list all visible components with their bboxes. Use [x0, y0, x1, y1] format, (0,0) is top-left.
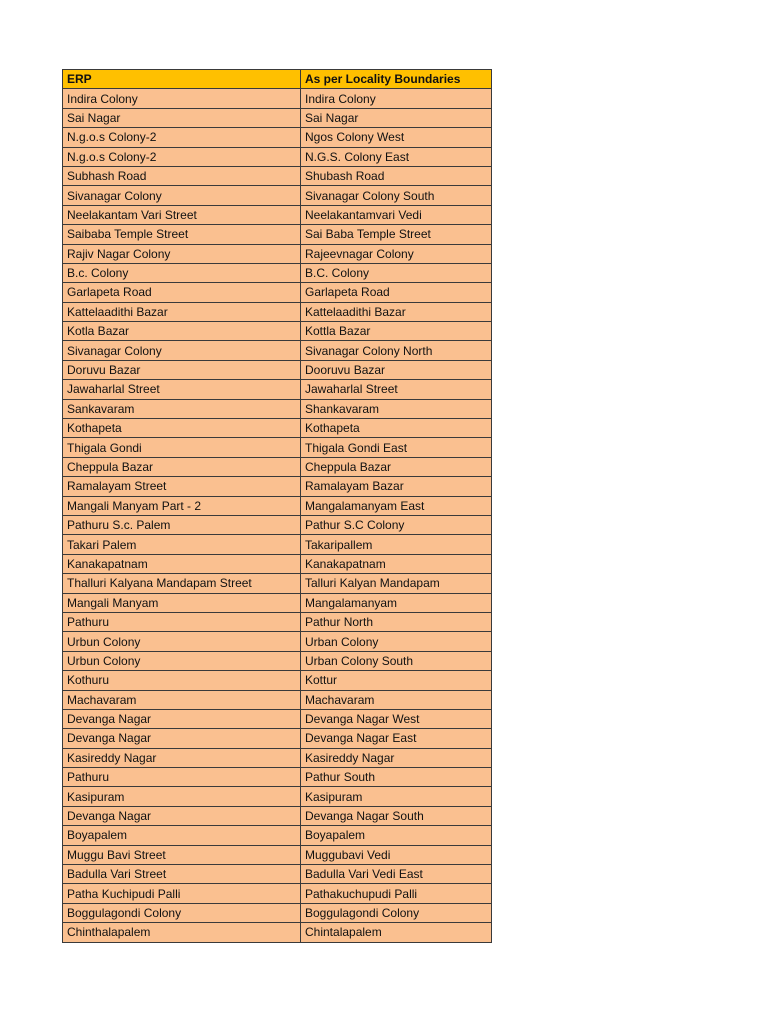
table-row	[63, 244, 492, 263]
header-locality-boundaries: As per Locality Boundaries	[301, 70, 492, 89]
erp-cell: Chinthalapalem	[63, 923, 301, 942]
erp-cell: Neelakantam Vari Street	[63, 205, 301, 224]
locality-boundary-cell: Chintalapalem	[301, 923, 492, 942]
locality-boundary-cell: Kasireddy Nagar	[301, 748, 492, 767]
locality-boundary-cell: Urban Colony South	[301, 651, 492, 670]
erp-cell: Jawaharlal Street	[63, 380, 301, 399]
table-row	[63, 671, 492, 690]
locality-mapping-table	[62, 69, 492, 943]
table-row	[63, 554, 492, 573]
table-row	[63, 535, 492, 554]
erp-cell: Subhash Road	[63, 166, 301, 185]
table-header	[63, 70, 492, 89]
locality-boundary-cell: Sai Nagar	[301, 108, 492, 127]
locality-boundary-cell: Rajeevnagar Colony	[301, 244, 492, 263]
erp-cell: Mangali Manyam Part - 2	[63, 496, 301, 515]
table-row	[63, 263, 492, 282]
erp-cell: Devanga Nagar	[63, 729, 301, 748]
erp-cell: B.c. Colony	[63, 263, 301, 282]
locality-boundary-cell: Jawaharlal Street	[301, 380, 492, 399]
table-row	[63, 768, 492, 787]
locality-boundary-cell: Mangalamanyam East	[301, 496, 492, 515]
erp-cell: Mangali Manyam	[63, 593, 301, 612]
table-row	[63, 806, 492, 825]
table-row	[63, 845, 492, 864]
table-row	[63, 651, 492, 670]
table-row	[63, 574, 492, 593]
erp-cell: Sivanagar Colony	[63, 341, 301, 360]
locality-boundary-cell: Sai Baba Temple Street	[301, 225, 492, 244]
table-row	[63, 477, 492, 496]
locality-boundary-cell: Dooruvu Bazar	[301, 360, 492, 379]
table-row	[63, 593, 492, 612]
table-row	[63, 147, 492, 166]
erp-cell: Urbun Colony	[63, 632, 301, 651]
locality-boundary-cell: Shubash Road	[301, 166, 492, 185]
table-row	[63, 612, 492, 631]
table-row	[63, 787, 492, 806]
table-row	[63, 884, 492, 903]
erp-cell: Thalluri Kalyana Mandapam Street	[63, 574, 301, 593]
locality-boundary-cell: Kattelaadithi Bazar	[301, 302, 492, 321]
erp-cell: Kasipuram	[63, 787, 301, 806]
locality-boundary-cell: Pathur North	[301, 612, 492, 631]
erp-cell: Ramalayam Street	[63, 477, 301, 496]
locality-boundary-cell: Devanga Nagar West	[301, 709, 492, 728]
erp-cell: N.g.o.s Colony-2	[63, 147, 301, 166]
table-row	[63, 360, 492, 379]
locality-boundary-cell: Devanga Nagar East	[301, 729, 492, 748]
locality-boundary-cell: B.C. Colony	[301, 263, 492, 282]
erp-cell: Kotla Bazar	[63, 322, 301, 341]
erp-cell: Kothapeta	[63, 419, 301, 438]
locality-boundary-cell: Machavaram	[301, 690, 492, 709]
locality-boundary-cell: Kothapeta	[301, 419, 492, 438]
table-row	[63, 865, 492, 884]
table-row	[63, 225, 492, 244]
table-row	[63, 380, 492, 399]
erp-cell: Kattelaadithi Bazar	[63, 302, 301, 321]
erp-cell: Sai Nagar	[63, 108, 301, 127]
erp-cell: Kasireddy Nagar	[63, 748, 301, 767]
locality-boundary-cell: Ramalayam Bazar	[301, 477, 492, 496]
locality-boundary-cell: Kasipuram	[301, 787, 492, 806]
table-row	[63, 283, 492, 302]
table-row	[63, 632, 492, 651]
locality-boundary-cell: Kottur	[301, 671, 492, 690]
erp-cell: Pathuru	[63, 768, 301, 787]
erp-cell: Indira Colony	[63, 89, 301, 108]
table-row	[63, 302, 492, 321]
table-row	[63, 205, 492, 224]
table-row	[63, 166, 492, 185]
erp-cell: Boyapalem	[63, 826, 301, 845]
locality-boundary-cell: Muggubavi Vedi	[301, 845, 492, 864]
locality-boundary-cell: Urban Colony	[301, 632, 492, 651]
locality-boundary-cell: Talluri Kalyan Mandapam	[301, 574, 492, 593]
table-row	[63, 496, 492, 515]
table-body	[63, 89, 492, 942]
erp-cell: Badulla Vari Street	[63, 865, 301, 884]
locality-boundary-cell: Sivanagar Colony North	[301, 341, 492, 360]
table-row	[63, 399, 492, 418]
erp-cell: Machavaram	[63, 690, 301, 709]
erp-cell: Patha Kuchipudi Palli	[63, 884, 301, 903]
locality-boundary-cell: Thigala Gondi East	[301, 438, 492, 457]
erp-cell: Kanakapatnam	[63, 554, 301, 573]
erp-cell: Sankavaram	[63, 399, 301, 418]
locality-boundary-cell: Pathur South	[301, 768, 492, 787]
erp-cell: Pathuru S.c. Palem	[63, 515, 301, 534]
locality-boundary-cell: Badulla Vari Vedi East	[301, 865, 492, 884]
locality-boundary-cell: Boggulagondi Colony	[301, 903, 492, 922]
locality-boundary-cell: Garlapeta Road	[301, 283, 492, 302]
table-row	[63, 322, 492, 341]
locality-boundary-cell: Boyapalem	[301, 826, 492, 845]
erp-cell: Takari Palem	[63, 535, 301, 554]
erp-cell: Saibaba Temple Street	[63, 225, 301, 244]
table-row	[63, 748, 492, 767]
erp-cell: Devanga Nagar	[63, 806, 301, 825]
locality-boundary-cell: Sivanagar Colony South	[301, 186, 492, 205]
erp-cell: Garlapeta Road	[63, 283, 301, 302]
locality-boundary-cell: Indira Colony	[301, 89, 492, 108]
locality-boundary-cell: Mangalamanyam	[301, 593, 492, 612]
locality-boundary-cell: Kanakapatnam	[301, 554, 492, 573]
table-row	[63, 903, 492, 922]
locality-boundary-cell: Pathur S.C Colony	[301, 515, 492, 534]
erp-cell: Rajiv Nagar Colony	[63, 244, 301, 263]
locality-boundary-cell: Devanga Nagar South	[301, 806, 492, 825]
locality-boundary-cell: Kottla Bazar	[301, 322, 492, 341]
table-row	[63, 690, 492, 709]
locality-boundary-cell: Pathakuchupudi Palli	[301, 884, 492, 903]
table-row	[63, 438, 492, 457]
locality-boundary-cell: Cheppula Bazar	[301, 457, 492, 476]
table-row	[63, 128, 492, 147]
erp-cell: Cheppula Bazar	[63, 457, 301, 476]
table-row	[63, 515, 492, 534]
table-row	[63, 419, 492, 438]
erp-cell: Urbun Colony	[63, 651, 301, 670]
locality-boundary-cell: N.G.S. Colony East	[301, 147, 492, 166]
erp-cell: Doruvu Bazar	[63, 360, 301, 379]
erp-cell: Kothuru	[63, 671, 301, 690]
locality-boundary-cell: Neelakantamvari Vedi	[301, 205, 492, 224]
erp-cell: Muggu Bavi Street	[63, 845, 301, 864]
erp-cell: N.g.o.s Colony-2	[63, 128, 301, 147]
header-erp: ERP	[63, 70, 301, 89]
table-row	[63, 923, 492, 942]
table-row	[63, 186, 492, 205]
erp-cell: Sivanagar Colony	[63, 186, 301, 205]
table-row	[63, 108, 492, 127]
erp-cell: Boggulagondi Colony	[63, 903, 301, 922]
header-row	[63, 70, 492, 89]
locality-boundary-cell: Shankavaram	[301, 399, 492, 418]
table-row	[63, 826, 492, 845]
table-row	[63, 457, 492, 476]
table-row	[63, 89, 492, 108]
locality-boundary-cell: Ngos Colony West	[301, 128, 492, 147]
locality-boundary-cell: Takaripallem	[301, 535, 492, 554]
table-row	[63, 709, 492, 728]
erp-cell: Pathuru	[63, 612, 301, 631]
table-row	[63, 341, 492, 360]
erp-cell: Thigala Gondi	[63, 438, 301, 457]
erp-cell: Devanga Nagar	[63, 709, 301, 728]
table-row	[63, 729, 492, 748]
